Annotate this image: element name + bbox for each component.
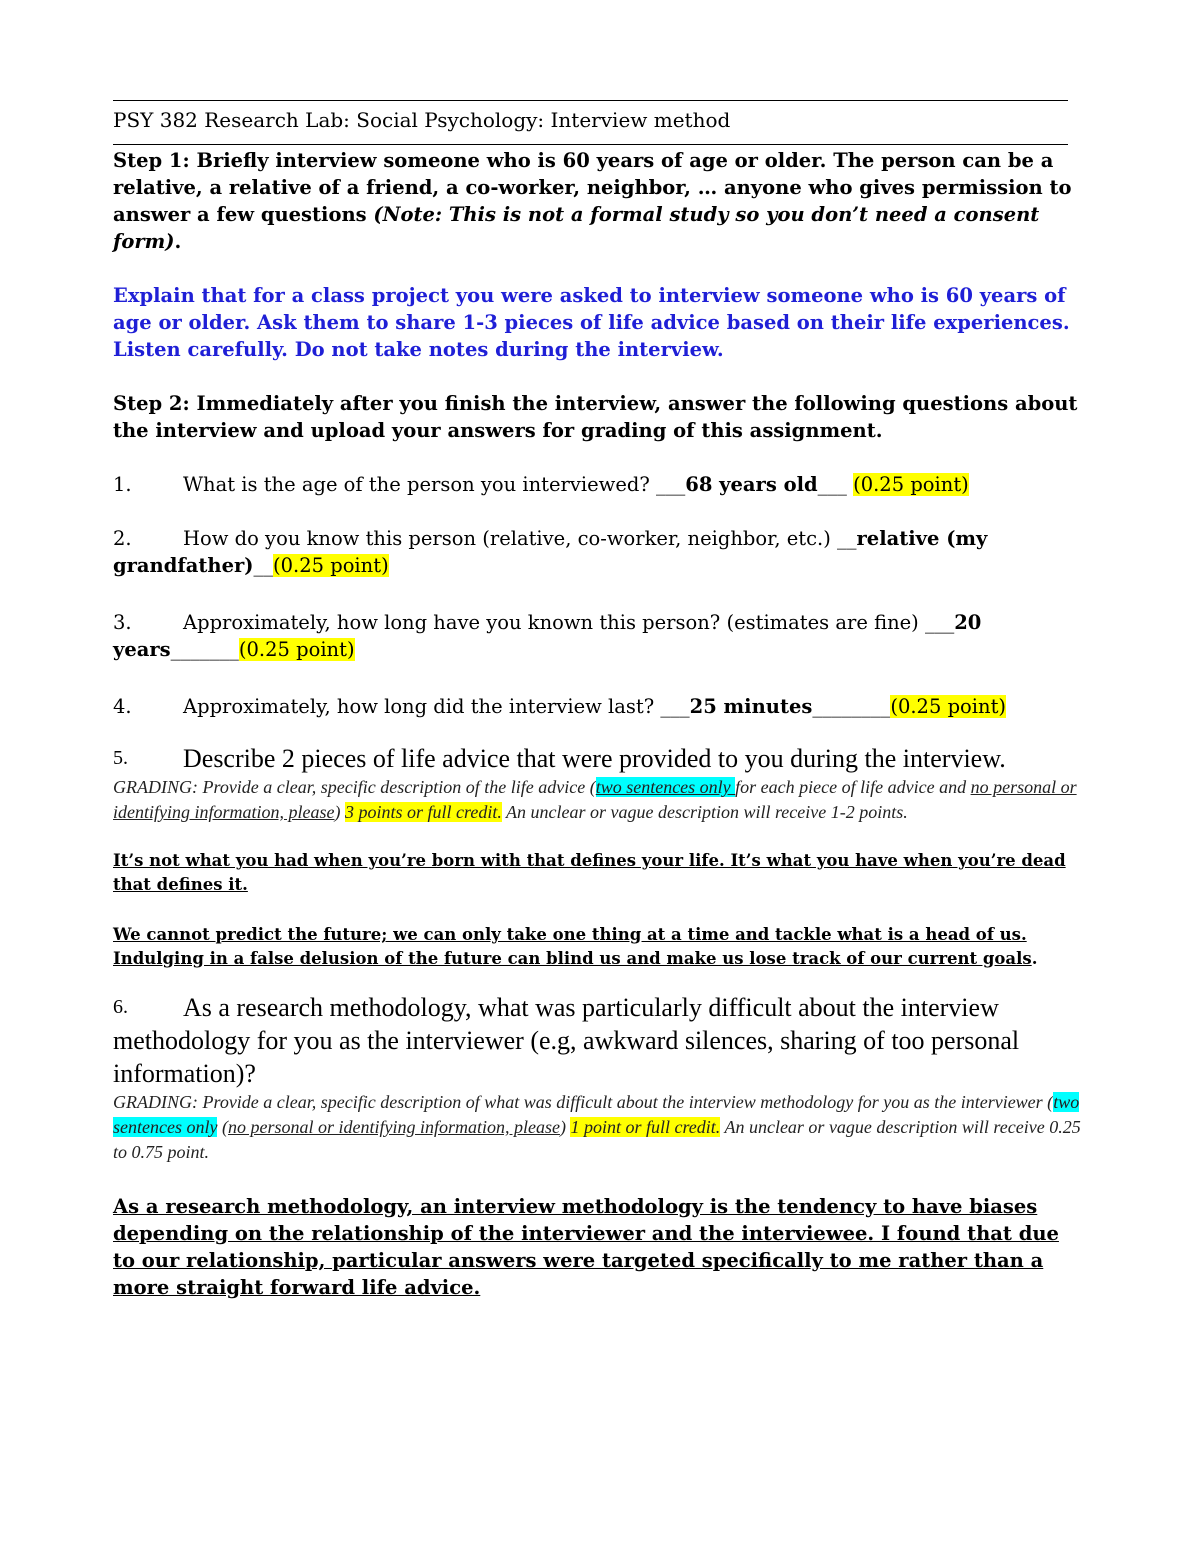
step1-text: Step 1: Briefly interview someone who is 60 years of age or older. The person can be a relative, a relative of a friend, a co-worker, neighbor, … anyone who gives permission to answer a few questions [113, 149, 1072, 226]
q5-answer-2-text: We cannot predict the future; we can only take one thing at a time and tackle what is a head of us. Indulging in a false delusion of the future can blind us and make us lose track of our current goals [113, 925, 1032, 968]
q5-grading-b: for each piece of life advice and [735, 777, 971, 797]
q5-grading-d: An unclear or vague description will receive 1-2 points. [501, 802, 908, 822]
question-4-text: Approximately, how long did the interview last? ___ [183, 695, 690, 718]
question-3-number: 3. [113, 611, 132, 634]
q5-grading-points: 3 points or full credit. [344, 802, 502, 822]
question-2-body [113, 525, 1083, 579]
question-1 [113, 471, 1083, 498]
question-3-points: (0.25 point) [238, 638, 355, 661]
question-4-tail: ________ [812, 695, 891, 718]
question-1-text: What is the age of the person you interviewed? ___ [183, 473, 686, 496]
question-2 [113, 525, 1083, 579]
question-2-answer: relative (my grandfather) [113, 527, 988, 577]
question-6-number: 6. [113, 996, 128, 1018]
question-6-grading [113, 1090, 1083, 1165]
question-4-number: 4. [113, 695, 132, 718]
document-page [113, 100, 1083, 1327]
question-2-tail: __ [253, 554, 273, 577]
question-5-grading [113, 775, 1083, 825]
q5-grading-highlight: two sentences only [595, 777, 736, 797]
question-4 [113, 693, 1083, 720]
q5-grading-underline: no personal or identifying information, please [113, 777, 1077, 822]
question-1-tail: ___ [817, 473, 854, 496]
question-1-body [183, 471, 969, 498]
question-4-body [183, 693, 1006, 720]
q6-grading-highlight: two sentences only [113, 1092, 1080, 1137]
step1-note: (Note: This is not a formal study so you don’t need a consent form) [113, 203, 1040, 253]
question-2-number: 2. [113, 527, 132, 550]
question-3-body [113, 609, 1083, 663]
step1-end: . [174, 230, 182, 253]
question-5-answer-2 [113, 923, 1083, 971]
question-1-number: 1. [113, 473, 132, 496]
q5-grading-c: ) [334, 802, 345, 822]
q6-grading-a: GRADING: Provide a clear, specific description of what was difficult about the interview methodology for you as the interviewer ( [113, 1092, 1054, 1112]
step2-paragraph: Step 2: Immediately after you finish the interview, answer the following questions about the interview and upload your answers for grading of this assignment. [113, 392, 1078, 442]
question-1-answer: 68 years old [685, 473, 818, 496]
question-5 [113, 742, 1083, 775]
question-3-answer: 20 years [113, 611, 982, 661]
question-4-points: (0.25 point) [890, 695, 1007, 718]
question-6-text: As a research methodology, what was particularly difficult about the interview methodology for you as the interviewer (e.g, awkward silences, sharing of too personal information)? [113, 993, 1020, 1088]
question-5-answer-1: It’s not what you had when you’re born with that defines your life. It’s what you have when you’re dead that defines it. [113, 851, 1066, 894]
question-5-number: 5. [113, 747, 128, 769]
top-rule [113, 100, 1068, 101]
q5-grading-a: GRADING: Provide a clear, specific description of the life advice ( [113, 777, 596, 797]
q6-grading-b: ( [217, 1117, 228, 1137]
question-5-text: Describe 2 pieces of life advice that were provided to you during the interview. [183, 744, 1006, 773]
q6-grading-d: An unclear or vague description will receive 0.25 to 0.75 point. [113, 1117, 1081, 1162]
title-rule [113, 144, 1068, 145]
q5-answer-2-end: . [1031, 949, 1038, 968]
q6-grading-underline: no personal or identifying information, please [227, 1117, 560, 1137]
question-2-points: (0.25 point) [272, 554, 389, 577]
question-3-text: Approximately, how long have you known this person? (estimates are fine) ___ [183, 611, 955, 634]
question-1-points: (0.25 point) [853, 473, 969, 496]
question-3 [113, 609, 1083, 663]
question-3-tail: _______ [170, 638, 239, 661]
q6-grading-c: ) [559, 1117, 571, 1137]
question-6 [113, 991, 1083, 1090]
document-title: PSY 382 Research Lab: Social Psychology: Interview method [113, 108, 731, 132]
question-6-answer: As a research methodology, an interview methodology is the tendency to have biases depending on the relationship of the interviewer and the interviewee. I found that due to our relationship, particular answers were targeted specifically to me rather than a more straight forward life advice. [113, 1195, 1059, 1299]
q6-grading-points: 1 point or full credit. [570, 1117, 721, 1137]
question-4-answer: 25 minutes [689, 695, 813, 718]
question-2-text: How do you know this person (relative, co-worker, neighbor, etc.) __ [183, 527, 857, 550]
instruction-paragraph: Explain that for a class project you were asked to interview someone who is 60 years of age or older. Ask them to share 1-3 pieces of life advice based on their life experiences. Listen carefully. Do not take notes during the interview. [113, 284, 1070, 361]
step1-paragraph [113, 147, 1083, 255]
